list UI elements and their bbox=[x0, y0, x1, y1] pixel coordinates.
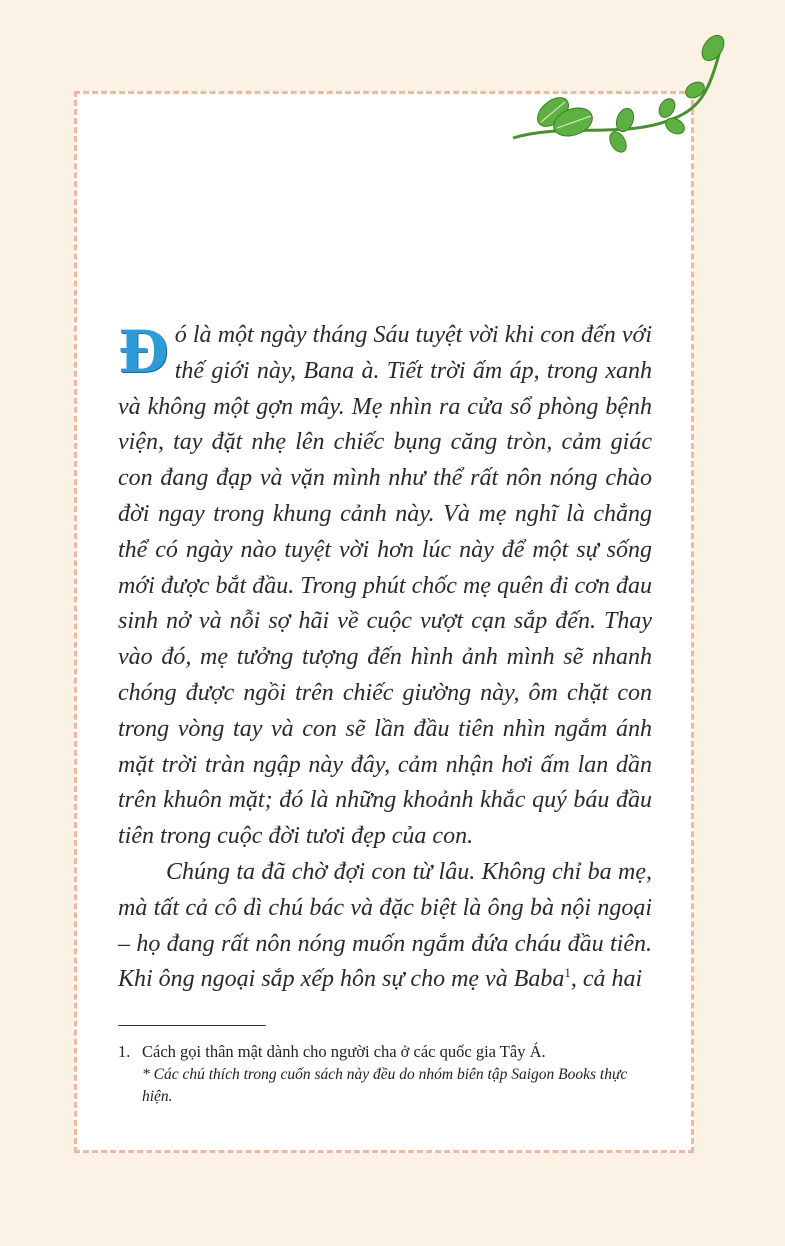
footnote-divider bbox=[118, 1025, 266, 1026]
paragraph-2-tail: , cả hai bbox=[570, 966, 643, 993]
footnote-1 bbox=[118, 1040, 658, 1064]
paragraph-2-text: Chúng ta đã chờ đợi con từ lâu. Không chỉ ba mẹ, mà tất cả cô dì chú bác và đặc biệt là ông bà nội ngoại – họ đang rất nôn nóng muốn ngắm đứa cháu đầu tiên. Khi ông ngoại sắp xếp hôn sự cho mẹ và Baba bbox=[118, 858, 652, 993]
footnote bbox=[118, 1040, 658, 1108]
editorial-note: * Các chú thích trong cuốn sách này đều do nhóm biên tập Saigon Books thực hiện. bbox=[142, 1066, 628, 1105]
chapter-body bbox=[118, 318, 652, 998]
footnote-reference[interactable]: 1 bbox=[564, 965, 571, 981]
paragraph-2 bbox=[118, 855, 652, 998]
footnote-number: 1. bbox=[118, 1042, 131, 1061]
paragraph-1 bbox=[118, 318, 652, 855]
footnote-text: Cách gọi thân mật dành cho người cha ở các quốc gia Tây Á. bbox=[142, 1042, 546, 1061]
drop-cap: Đ bbox=[118, 318, 169, 386]
leafy-vine-icon bbox=[505, 30, 735, 160]
paragraph-1-text: ó là một ngày tháng Sáu tuyệt vời khi con đến với thế giới này, Bana à. Tiết trời ấm áp, trong xanh và không một gợn mây. Mẹ nhìn ra cửa sổ phòng bệnh viện, tay đặt nhẹ lên chiếc bụng căng tròn, cảm giác con đang đạp và vặn mình như thể rất nôn nóng chào đời ngay trong khung cảnh này. Và mẹ nghĩ là chẳng thể có ngày nào tuyệt vời hơn lúc này để một sự sống mới được bắt đầu. Trong phút chốc mẹ quên đi cơn đau sinh nở và nỗi sợ hãi về cuộc vượt cạn sắp đến. Thay vào đó, mẹ tưởng tượng đến hình ảnh mình sẽ nhanh chóng được ngồi trên chiếc giường này, ôm chặt con trong vòng tay và con sẽ lần đầu tiên nhìn ngắm ánh mặt trời tràn ngập này đây, cảm nhận hơi ấm lan dần trên khuôn mặt; đó là những khoảnh khắc quý báu đầu tiên trong cuộc đời tươi đẹp của con. bbox=[118, 322, 652, 850]
